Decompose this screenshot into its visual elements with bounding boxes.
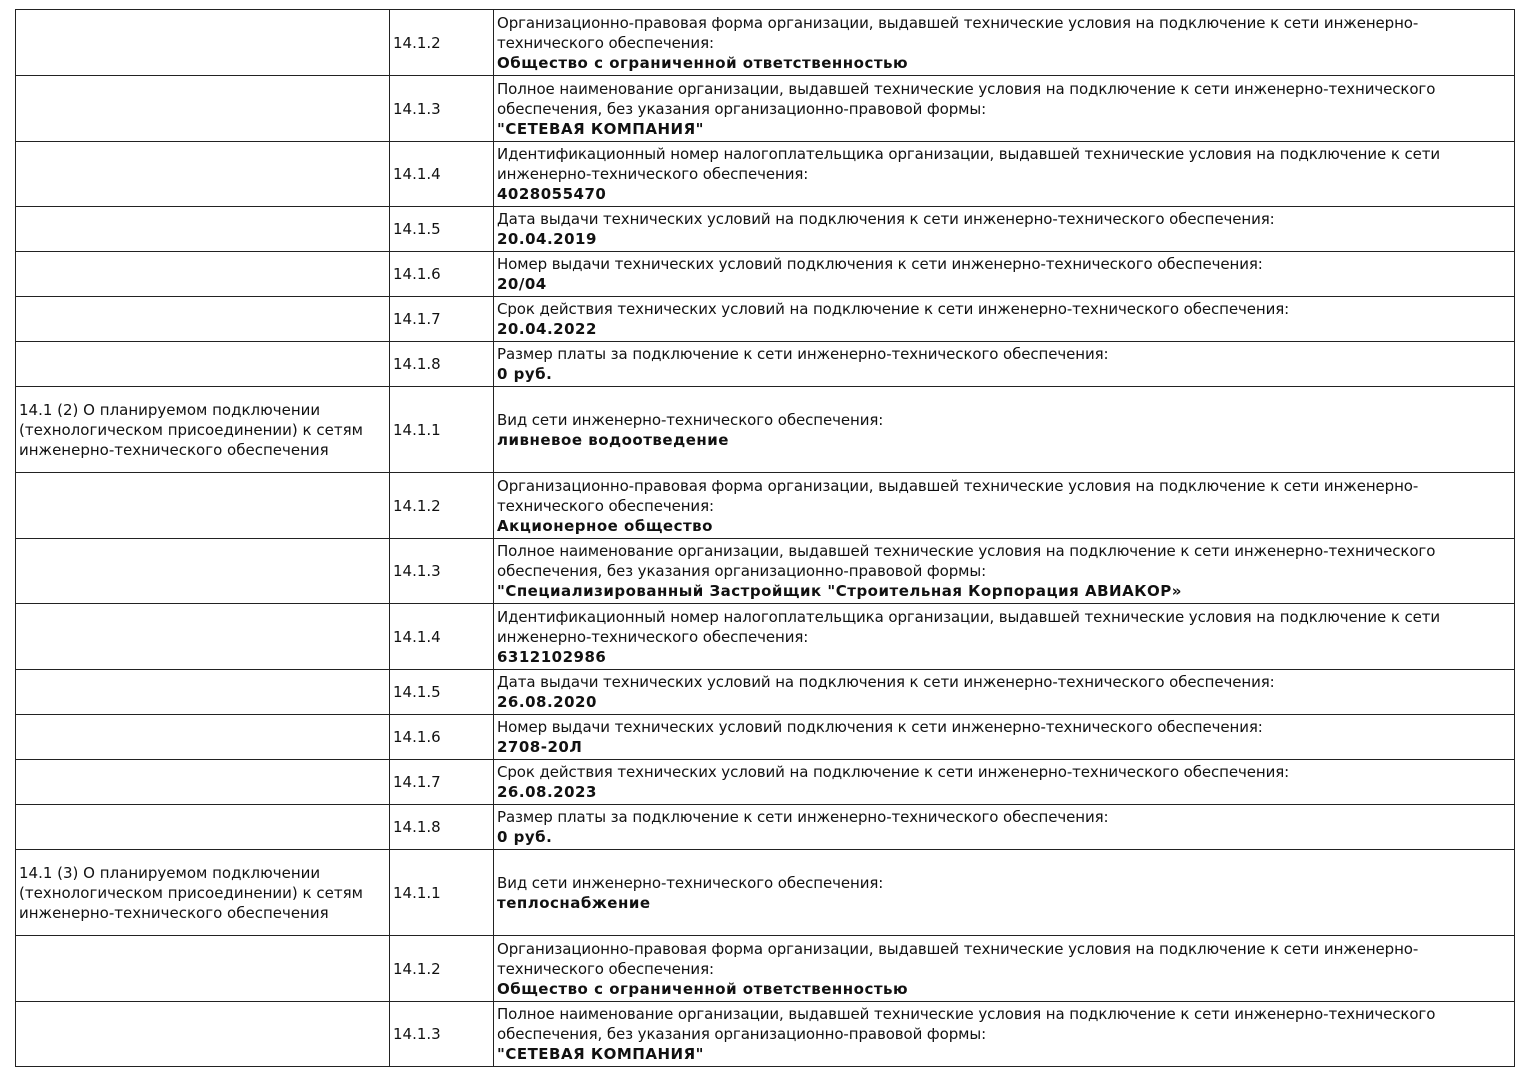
field-value: 4028055470	[497, 185, 607, 203]
field-value: "СЕТЕВАЯ КОМПАНИЯ"	[497, 1045, 704, 1063]
code-cell: 14.1.2	[390, 10, 494, 76]
field-description: Размер платы за подключение к сети инженерно-технического обеспечения:	[497, 808, 1109, 826]
field-cell	[494, 670, 1515, 715]
field-cell	[494, 850, 1515, 936]
section-cell	[16, 715, 390, 760]
field-value: 26.08.2020	[497, 693, 597, 711]
code-cell: 14.1.3	[390, 76, 494, 142]
section-cell	[16, 252, 390, 297]
field-cell	[494, 936, 1515, 1002]
table-row	[16, 142, 1515, 207]
field-value: 20.04.2019	[497, 230, 597, 248]
section-cell	[16, 805, 390, 850]
field-description: Размер платы за подключение к сети инженерно-технического обеспечения:	[497, 345, 1109, 363]
field-cell	[494, 805, 1515, 850]
section-cell	[16, 760, 390, 805]
field-description: Полное наименование организации, выдавшей технические условия на подключение к сети инженерно-технического обеспечения, без указания организационно-правовой формы:	[497, 542, 1436, 580]
section-cell	[16, 670, 390, 715]
field-value: 20/04	[497, 275, 547, 293]
table-row	[16, 342, 1515, 387]
field-cell	[494, 715, 1515, 760]
field-value: Общество с ограниченной ответственностью	[497, 979, 909, 998]
field-cell	[494, 604, 1515, 670]
table-row	[16, 387, 1515, 473]
field-value: Акционерное общество	[497, 516, 713, 535]
field-cell	[494, 342, 1515, 387]
table-row	[16, 76, 1515, 142]
code-cell: 14.1.3	[390, 539, 494, 604]
table-row	[16, 252, 1515, 297]
table-row	[16, 715, 1515, 760]
section-cell	[16, 604, 390, 670]
connection-info-table	[15, 9, 1515, 1067]
field-cell	[494, 297, 1515, 342]
section-cell	[16, 936, 390, 1002]
code-cell: 14.1.6	[390, 715, 494, 760]
section-cell	[16, 297, 390, 342]
section-cell	[16, 142, 390, 207]
field-value: ливневое водоотведение	[497, 430, 729, 449]
code-cell: 14.1.3	[390, 1002, 494, 1067]
field-description: Срок действия технических условий на подключение к сети инженерно-технического обеспечения:	[497, 300, 1290, 318]
section-cell: 14.1 (3) О планируемом подключении (технологическом присоединении) к сетям инженерно-технического обеспечения	[16, 850, 390, 936]
code-cell: 14.1.5	[390, 670, 494, 715]
field-description: Срок действия технических условий на подключение к сети инженерно-технического обеспечения:	[497, 763, 1290, 781]
field-value: "СЕТЕВАЯ КОМПАНИЯ"	[497, 119, 704, 138]
field-description: Идентификационный номер налогоплательщика организации, выдавшей технические условия на подключение к сети инженерно-технического обеспечения:	[497, 145, 1441, 183]
table-row	[16, 207, 1515, 252]
section-cell	[16, 76, 390, 142]
field-value: 26.08.2023	[497, 783, 597, 801]
field-description: Вид сети инженерно-технического обеспечения:	[497, 873, 884, 892]
table-row	[16, 936, 1515, 1002]
field-cell	[494, 142, 1515, 207]
section-cell	[16, 539, 390, 604]
field-description: Номер выдачи технических условий подключения к сети инженерно-технического обеспечения:	[497, 255, 1263, 273]
code-cell: 14.1.7	[390, 760, 494, 805]
field-value: "Специализированный Застройщик "Строительная Корпорация АВИАКОР»	[497, 582, 1182, 600]
section-cell	[16, 207, 390, 252]
field-value: 6312102986	[497, 647, 607, 666]
section-cell	[16, 1002, 390, 1067]
field-cell	[494, 1002, 1515, 1067]
field-description: Номер выдачи технических условий подключения к сети инженерно-технического обеспечения:	[497, 718, 1263, 736]
table-row	[16, 760, 1515, 805]
field-description: Организационно-правовая форма организации, выдавшей технические условия на подключение к сети инженерно-технического обеспечения:	[497, 476, 1419, 515]
field-value: теплоснабжение	[497, 893, 651, 912]
table-row	[16, 539, 1515, 604]
code-cell: 14.1.1	[390, 850, 494, 936]
field-cell	[494, 252, 1515, 297]
code-cell: 14.1.2	[390, 936, 494, 1002]
field-cell	[494, 207, 1515, 252]
code-cell: 14.1.5	[390, 207, 494, 252]
table-row	[16, 1002, 1515, 1067]
field-description: Дата выдачи технических условий на подключения к сети инженерно-технического обеспечения:	[497, 673, 1275, 691]
field-cell	[494, 760, 1515, 805]
table-row	[16, 297, 1515, 342]
field-cell	[494, 76, 1515, 142]
code-cell: 14.1.8	[390, 805, 494, 850]
field-value: 0 руб.	[497, 365, 553, 383]
field-cell	[494, 387, 1515, 473]
code-cell: 14.1.8	[390, 342, 494, 387]
table-row	[16, 805, 1515, 850]
field-value: 0 руб.	[497, 828, 553, 846]
field-value: Общество с ограниченной ответственностью	[497, 53, 909, 72]
table-row	[16, 10, 1515, 76]
table-row	[16, 473, 1515, 539]
field-description: Дата выдачи технических условий на подключения к сети инженерно-технического обеспечения:	[497, 210, 1275, 228]
field-description: Полное наименование организации, выдавшей технические условия на подключение к сети инженерно-технического обеспечения, без указания организационно-правовой формы:	[497, 1005, 1436, 1043]
field-cell	[494, 10, 1515, 76]
section-cell	[16, 10, 390, 76]
field-value: 2708-20Л	[497, 738, 583, 756]
table-row	[16, 670, 1515, 715]
field-cell	[494, 473, 1515, 539]
table-row	[16, 850, 1515, 936]
code-cell: 14.1.4	[390, 142, 494, 207]
field-description: Организационно-правовая форма организации, выдавшей технические условия на подключение к сети инженерно-технического обеспечения:	[497, 13, 1419, 52]
section-cell	[16, 342, 390, 387]
field-value: 20.04.2022	[497, 320, 597, 338]
code-cell: 14.1.2	[390, 473, 494, 539]
code-cell: 14.1.4	[390, 604, 494, 670]
code-cell: 14.1.7	[390, 297, 494, 342]
field-description: Идентификационный номер налогоплательщика организации, выдавшей технические условия на подключение к сети инженерно-технического обеспечения:	[497, 607, 1441, 646]
table-row	[16, 604, 1515, 670]
field-description: Полное наименование организации, выдавшей технические условия на подключение к сети инженерно-технического обеспечения, без указания организационно-правовой формы:	[497, 79, 1436, 118]
field-description: Организационно-правовая форма организации, выдавшей технические условия на подключение к сети инженерно-технического обеспечения:	[497, 939, 1419, 978]
field-cell	[494, 539, 1515, 604]
section-cell: 14.1 (2) О планируемом подключении (технологическом присоединении) к сетям инженерно-технического обеспечения	[16, 387, 390, 473]
field-description: Вид сети инженерно-технического обеспечения:	[497, 410, 884, 429]
code-cell: 14.1.6	[390, 252, 494, 297]
code-cell: 14.1.1	[390, 387, 494, 473]
section-cell	[16, 473, 390, 539]
